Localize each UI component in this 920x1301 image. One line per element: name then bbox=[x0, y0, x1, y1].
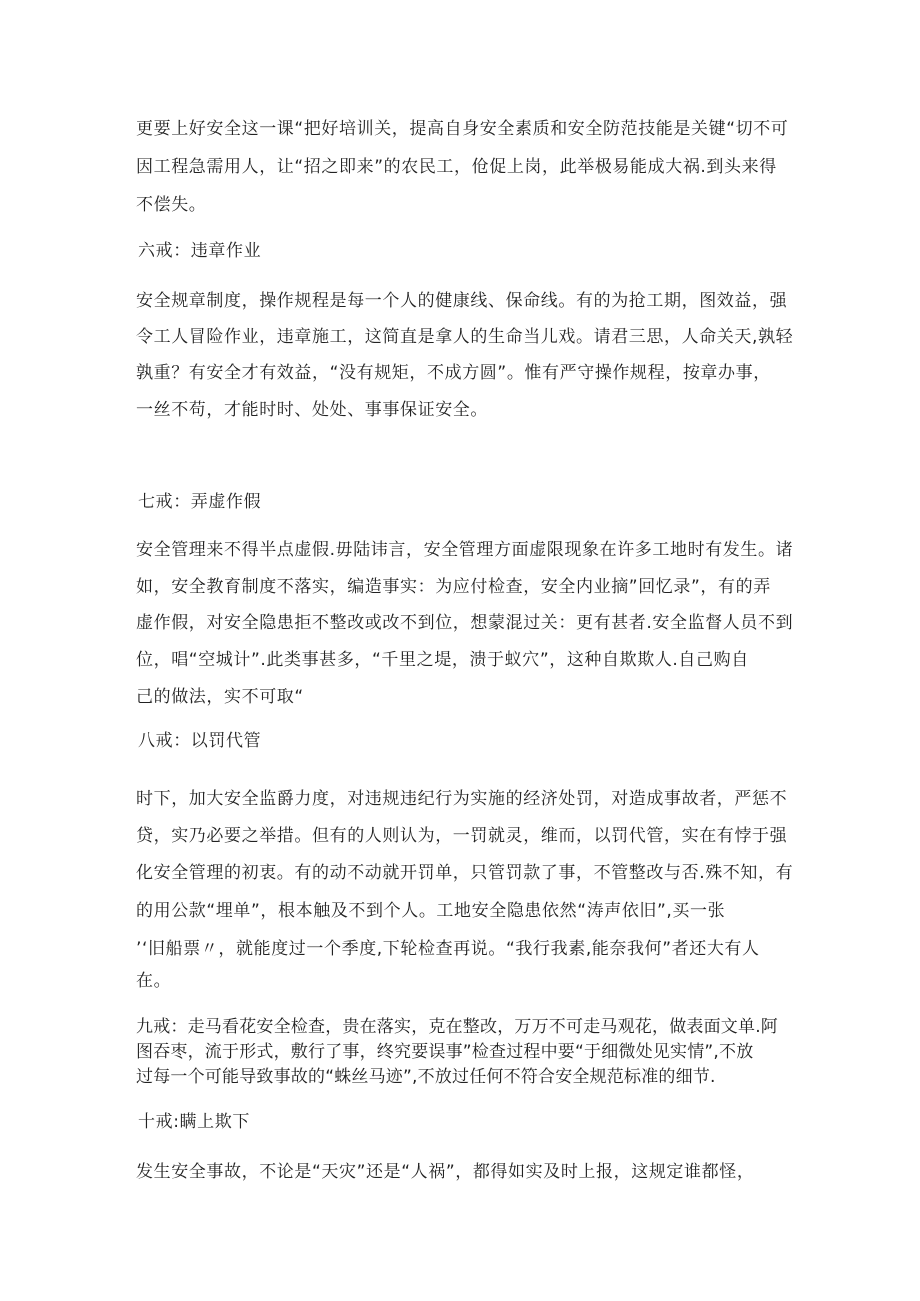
paragraph-line: 令工人冒险作业，违章施工，这简直是拿人的生命当儿戏。请君三思，人命关天,孰轻 bbox=[136, 327, 794, 347]
paragraph-line: 因工程急需用人，让“招之即来”的农民工，伧促上岗，此举极易能成大祸.到头来得 bbox=[136, 157, 777, 177]
section-heading: 六戒：违章作业 bbox=[138, 241, 262, 261]
paragraph-line: 安全管理来不得半点虚假.毋陆讳言，安全管理方面虚限现象在许多工地时有发生。诸 bbox=[136, 540, 794, 560]
paragraph-line: 时下，加大安全监爵力度，对违规违纪行为实施的经济处罚，对造成事故者，严惩不 bbox=[136, 789, 788, 809]
paragraph-line: 己的做法，实不可取“ bbox=[136, 687, 304, 707]
paragraph-line: 虚作假，对安全隐患拒不整改或改不到位，想蒙混过关：更有甚者.安全监督人员不到 bbox=[136, 613, 794, 633]
paragraph-line: 化安全管理的初衷。有的动不动就开罚单，只管罚款了事，不管整改与否.殊不知，有 bbox=[136, 863, 794, 883]
paragraph-line: 图吞枣，流于形式，敷行了事，终究要误事”检查过程中要“于细微处见实情”,不放 bbox=[136, 1042, 754, 1062]
paragraph-line: 更要上好安全这一课“把好培训关，提高自身安全素质和安全防范技能是关键“切不可 bbox=[136, 119, 789, 139]
paragraph-line: 发生安全事故，不论是“天灾”还是“人祸”，都得如实及时上报，这规定谁都怪， bbox=[136, 1162, 755, 1182]
paragraph-line: 孰重？有安全才有效益，“没有规矩，不成方圆”。惟有严守操作规程，按章办事， bbox=[136, 363, 771, 383]
paragraph-line: 如，安全教育制度不落实，编造事实：为应付检查，安全内业摘”回忆录”，有的弄 bbox=[136, 577, 771, 597]
paragraph-line: 安全规章制度，操作规程是每一个人的健康线、保命线。有的为抢工期，图效益，强 bbox=[136, 291, 788, 311]
paragraph-line: 在。 bbox=[136, 971, 172, 991]
paragraph-line: 贷，实乃必要之举措。但有的人则认为，一罚就灵，维而，以罚代管，实在有悖于强 bbox=[136, 826, 788, 846]
section-heading: 十戒:瞒上欺下 bbox=[138, 1112, 250, 1132]
section-heading: 八戒：以罚代管 bbox=[138, 731, 262, 751]
paragraph-line: ’‘旧船票〃，就能度过一个季度,下轮检查再说。“我行我素,能奈我何”者还大有人 bbox=[136, 939, 760, 959]
paragraph-line: 过每一个可能导致事故的“蛛丝马迹”,不放过任何不符合安全规范标准的细节. bbox=[136, 1067, 716, 1087]
paragraph-line: 不偿失。 bbox=[136, 195, 207, 215]
section-heading: 七戒：弄虚作假 bbox=[138, 492, 262, 512]
paragraph-line: 九戒：走马看花安全检查，贵在落实，克在整改，万万不可走马观花，做表面文单.阿 bbox=[136, 1017, 779, 1037]
paragraph-line: 的用公款“埋单”，根本触及不到个人。工地安全隐患依然“涛声依旧”,买一张 bbox=[136, 901, 726, 921]
paragraph-line: 位，唱“空城计”.此类事甚多，“千里之堤，溃于蚁穴”，这种自欺欺人.自己购自 bbox=[136, 650, 749, 670]
paragraph-line: 一丝不苟，才能时时、处处、事事保证安全。 bbox=[136, 400, 488, 420]
